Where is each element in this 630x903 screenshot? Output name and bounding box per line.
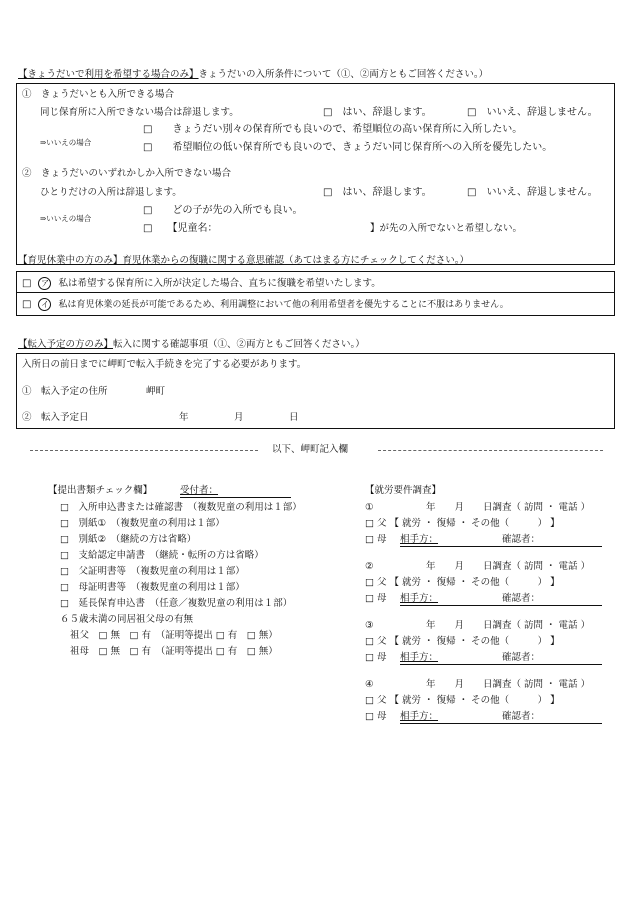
sec2-item-i (22, 298, 509, 311)
case1-option-separate[interactable]: □ きょうだい別々の保育所でも良いので、希望順位の高い保育所に入所したい。 (143, 124, 523, 135)
case2-option-named-prefix[interactable]: □ 【児童名： (143, 223, 218, 234)
case1-if-no-label: ⇒いいえの場合 (40, 138, 92, 147)
survey-counterpart: 相手方： (400, 534, 439, 545)
sec1-title-prefix: 【きょうだいで利用を希望する場合のみ】 (18, 69, 199, 80)
sec2-item-i-text: 私は育児休業の延長が可能であるため、利用調整において他の利用希望者を優先することに不服はありません。 (58, 300, 509, 310)
checklist-item[interactable]: □ 別紙① （複数児童の利用は１部） (60, 518, 225, 529)
survey-date-line: 年 月 日調査（ 訪問 ・ 電話 ） (426, 561, 591, 572)
survey-father-line[interactable]: □ 父 【 就労 ・ 復帰 ・ その他（ ） 】 (365, 577, 560, 588)
survey-mother-checkbox[interactable]: □ 母 (365, 593, 387, 604)
survey-confirmer: 確認者： (502, 652, 541, 663)
survey-sign-line (400, 723, 602, 724)
survey-counterpart: 相手方： (400, 652, 439, 663)
survey-mother-checkbox[interactable]: □ 母 (365, 534, 387, 545)
receiver-label: 受付者： (180, 485, 219, 496)
case1-question: 同じ保育所に入所できない場合は辞退します。 (40, 107, 239, 118)
case2-if-no-label: ⇒いいえの場合 (40, 214, 92, 223)
survey-date-line: 年 月 日調査（ 訪問 ・ 電話 ） (426, 502, 591, 513)
sec1-title (18, 70, 488, 80)
survey-confirmer: 確認者： (502, 534, 541, 545)
case2-no-checkbox[interactable]: □ いいえ、辞退しません。 (467, 187, 598, 198)
address-value: 岬町 (146, 386, 166, 397)
survey-block-number: ① (365, 502, 374, 513)
sec3-note: 入所日の前日までに岬町で転入手続きを完了する必要があります。 (22, 359, 307, 370)
checklist-item[interactable]: □ 別紙② （継続の方は省略） (60, 534, 197, 545)
grandparent-title: ６５歳未満の同居祖父母の有無 (60, 614, 194, 625)
survey-sign-line (400, 546, 602, 547)
sec3-title (18, 340, 365, 350)
survey-date-line: 年 月 日調査（ 訪問 ・ 電話 ） (426, 679, 591, 690)
survey-sign-line (400, 605, 602, 606)
move-date-month: 月 (234, 412, 244, 423)
survey-block-number: ② (365, 561, 374, 572)
sec3-title-prefix: 【転入予定の方のみ】 (18, 339, 114, 350)
circle-a-icon: ア (38, 277, 51, 290)
address-label: ① 転入予定の住所 (22, 386, 108, 397)
move-date-label: ② 転入予定日 (22, 412, 89, 423)
survey-confirmer: 確認者： (502, 593, 541, 604)
grandmother-row[interactable]: 祖母 □ 無 □ 有 （証明等提出 □ 有 □ 無） (70, 646, 278, 657)
survey-mother-checkbox[interactable]: □ 母 (365, 711, 387, 722)
checklist-item[interactable]: □ 支給認定申請書 （継続・転所の方は省略） (60, 550, 264, 561)
circle-i-icon: イ (38, 298, 51, 311)
case2-question: ひとりだけの入所は辞退します。 (40, 187, 182, 198)
survey-counterpart: 相手方： (400, 593, 439, 604)
office-use-divider: 以下、岬町記入欄 (272, 444, 349, 455)
case2-option-named-suffix: 】が先の入所でないと希望しない。 (370, 223, 523, 234)
sec2-title-prefix: 【育児休業中の方のみ】 (18, 255, 123, 266)
sec2-item-a-text: 私は希望する保育所に入所が決定した場合、直ちに復職を希望いたします。 (58, 278, 381, 289)
checklist-item[interactable]: □ 延長保育申込書 （任意／複数児童の利用は１部） (60, 598, 293, 609)
move-date-day: 日 (289, 412, 299, 423)
checklist-item[interactable]: □ 入所申込書または確認書 （複数児童の利用は１部） (60, 502, 302, 513)
move-date-year: 年 (179, 412, 189, 423)
sec3-title-rest: 転入に関する確認事項（①、②両方ともご回答ください。） (113, 339, 365, 350)
receiver-line (180, 497, 291, 498)
checklist-item[interactable]: □ 父証明書等 （複数児童の利用は１部） (60, 566, 245, 577)
case2-option-any[interactable]: □ どの子が先の入所でも良い。 (143, 205, 303, 216)
checklist-item[interactable]: □ 母証明書等 （複数児童の利用は１部） (60, 582, 245, 593)
sec2-title-rest: 育児休業からの復職に関する意思確認（あてはまる方にチェックしてください。） (122, 255, 469, 266)
survey-counterpart: 相手方： (400, 711, 439, 722)
sec2-checkbox-i[interactable]: □ (22, 299, 32, 310)
divider-line-right (378, 450, 603, 451)
survey-mother-checkbox[interactable]: □ 母 (365, 652, 387, 663)
sec2-checkbox-a[interactable]: □ (22, 278, 32, 289)
survey-father-line[interactable]: □ 父 【 就労 ・ 復帰 ・ その他（ ） 】 (365, 695, 560, 706)
case2-yes-checkbox[interactable]: □ はい、辞退します。 (323, 187, 432, 198)
case1-no-checkbox[interactable]: □ いいえ、辞退しません。 (467, 107, 598, 118)
survey-father-line[interactable]: □ 父 【 就労 ・ 復帰 ・ その他（ ） 】 (365, 518, 560, 529)
survey-confirmer: 確認者： (502, 711, 541, 722)
sec2-title (18, 256, 469, 266)
checklist-title: 【提出書類チェック欄】 (48, 485, 153, 496)
sec2-divider (17, 292, 614, 293)
survey-sign-line (400, 664, 602, 665)
case1-yes-checkbox[interactable]: □ はい、辞退します。 (323, 107, 432, 118)
survey-father-line[interactable]: □ 父 【 就労 ・ 復帰 ・ その他（ ） 】 (365, 636, 560, 647)
survey-block-number: ③ (365, 620, 374, 631)
divider-line-left (30, 450, 258, 451)
grandfather-row[interactable]: 祖父 □ 無 □ 有 （証明等提出 □ 有 □ 無） (70, 630, 278, 641)
case2-heading: ② きょうだいのいずれかしか入所できない場合 (22, 168, 232, 179)
survey-block-number: ④ (365, 679, 374, 690)
case1-heading: ① きょうだいとも入所できる場合 (22, 89, 175, 100)
case1-option-same[interactable]: □ 希望順位の低い保育所でも良いので、きょうだい同じ保育所への入所を優先したい。 (143, 142, 553, 153)
sec2-item-a (22, 277, 381, 290)
survey-date-line: 年 月 日調査（ 訪問 ・ 電話 ） (426, 620, 591, 631)
sec1-title-rest: きょうだいの入所条件について（①、②両方ともご回答ください。） (198, 69, 489, 80)
survey-title: 【就労要件調査】 (365, 485, 442, 496)
